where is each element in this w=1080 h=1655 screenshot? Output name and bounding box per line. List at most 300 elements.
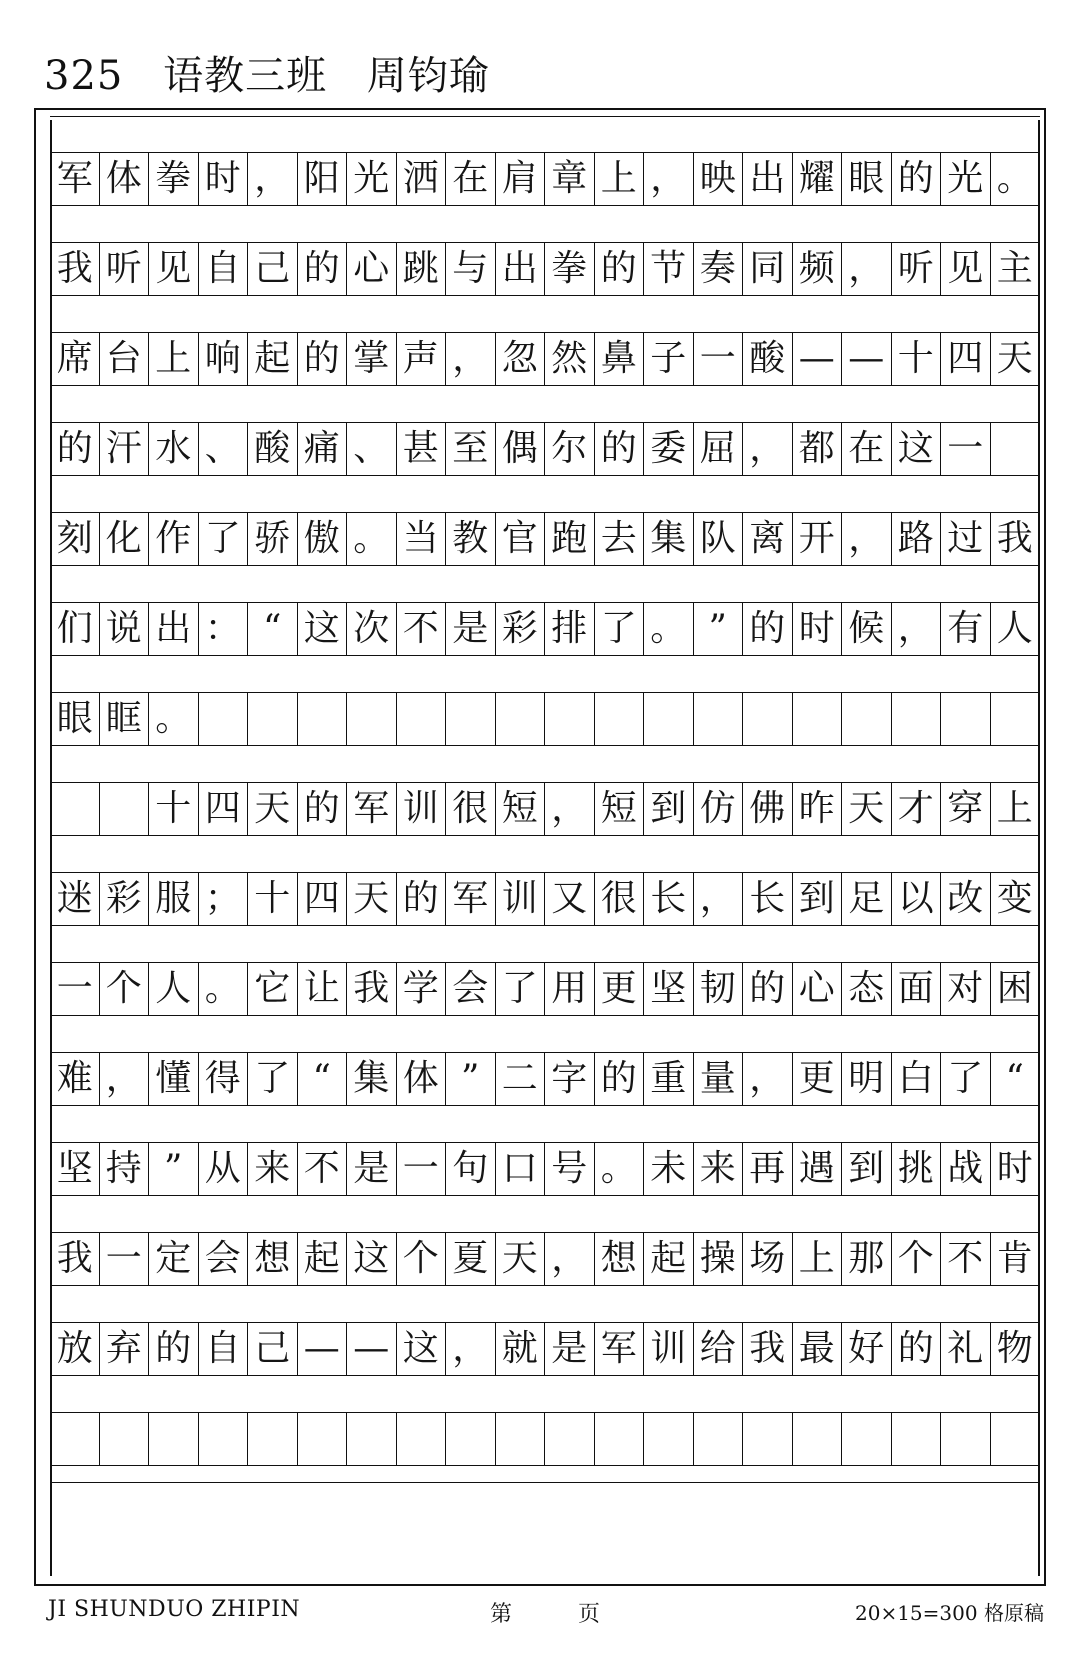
grid-cell: 委: [644, 422, 694, 476]
grid-cell: 听: [100, 242, 150, 296]
grid-cell: ，: [446, 1322, 496, 1376]
grid-cell: 眶: [100, 692, 150, 746]
grid-cell: 在: [446, 152, 496, 206]
grid-cell: 学: [397, 962, 447, 1016]
grid-cell: 、: [199, 422, 249, 476]
grid-cell: 夏: [446, 1232, 496, 1286]
grid-cell: 说: [100, 602, 150, 656]
grid-cell: 排: [545, 602, 595, 656]
grid-cell: 节: [644, 242, 694, 296]
grid-cell: 己: [248, 1322, 298, 1376]
grid-cell: 体: [397, 1052, 447, 1106]
grid-cell: 很: [446, 782, 496, 836]
grid-cell: 起: [248, 332, 298, 386]
grid-cell: 有: [941, 602, 991, 656]
grid-cell: 了: [595, 602, 645, 656]
grid-cell: 傲: [298, 512, 348, 566]
grid-cell: 出: [743, 152, 793, 206]
grid-row: [50, 602, 1040, 656]
grid-cell: 量: [694, 1052, 744, 1106]
grid-cell: 持: [100, 1142, 150, 1196]
grid-cell: 我: [743, 1322, 793, 1376]
grid-cell: 上: [991, 782, 1041, 836]
grid-cell: [545, 1412, 595, 1466]
grid-cell: 们: [50, 602, 100, 656]
grid-cell: ”: [149, 1142, 199, 1196]
grid-cell: “: [991, 1052, 1041, 1106]
grid-cell: 然: [545, 332, 595, 386]
grid-cell: 训: [496, 872, 546, 926]
grid-cell: 二: [496, 1052, 546, 1106]
grid-cell: 十: [248, 872, 298, 926]
grid-cell: 体: [100, 152, 150, 206]
grid-cell: 的: [149, 1322, 199, 1376]
grid-cell: 骄: [248, 512, 298, 566]
grid-cell: 我: [991, 512, 1041, 566]
grid-cell: 光: [347, 152, 397, 206]
grid-cell: 变: [991, 872, 1041, 926]
grid-cell: 短: [595, 782, 645, 836]
grid-cell: [941, 692, 991, 746]
footer-brand: JI SHUNDUO ZHIPIN: [48, 1597, 301, 1622]
grid-cell: 那: [842, 1232, 892, 1286]
grid-cell: 口: [496, 1142, 546, 1196]
grid-cell: 水: [149, 422, 199, 476]
grid-cell: [842, 692, 892, 746]
grid-cell: 的: [50, 422, 100, 476]
grid-cell: ，: [644, 152, 694, 206]
grid-cell: 未: [644, 1142, 694, 1196]
grid-row: [50, 422, 1040, 476]
grid-cell: 去: [595, 512, 645, 566]
grid-cell: 一: [100, 1232, 150, 1286]
grid-cell: [941, 1412, 991, 1466]
grid-cell: [496, 1412, 546, 1466]
grid-cell: 汗: [100, 422, 150, 476]
grid-cell: 是: [545, 1322, 595, 1376]
grid-cell: —: [842, 332, 892, 386]
grid-cell: 态: [842, 962, 892, 1016]
grid-cell: 、: [347, 422, 397, 476]
grid-cell: 见: [149, 242, 199, 296]
grid-cell: 四: [941, 332, 991, 386]
class-number: 325: [44, 53, 124, 99]
grid-cell: ”: [694, 602, 744, 656]
grid-cell: 了: [248, 1052, 298, 1106]
grid-cell: 在: [842, 422, 892, 476]
grid-cell: 台: [100, 332, 150, 386]
grid-cell: 仿: [694, 782, 744, 836]
grid-cell: 个: [397, 1232, 447, 1286]
grid-cell: [595, 692, 645, 746]
grid-cell: 个: [100, 962, 150, 1016]
grid-row: [50, 152, 1040, 206]
grid-cell: 礼: [941, 1322, 991, 1376]
grid-cell: ，: [100, 1052, 150, 1106]
grid-cell: 个: [892, 1232, 942, 1286]
grid-cell: 尔: [545, 422, 595, 476]
grid-cell: 弃: [100, 1322, 150, 1376]
grid-cell: 这: [298, 602, 348, 656]
grid-cell: [743, 692, 793, 746]
grid-top-rule: [50, 116, 1040, 117]
grid-cell: 上: [149, 332, 199, 386]
grid-cell: 。: [595, 1142, 645, 1196]
grid-cell: 穿: [941, 782, 991, 836]
grid-cell: 痛: [298, 422, 348, 476]
grid-cell: 战: [941, 1142, 991, 1196]
grid-cell: [100, 782, 150, 836]
grid-cell: 这: [397, 1322, 447, 1376]
grid-cell: 的: [397, 872, 447, 926]
grid-cell: 一: [397, 1142, 447, 1196]
grid-cell: 明: [842, 1052, 892, 1106]
grid-cell: 跳: [397, 242, 447, 296]
grid-cell: 会: [199, 1232, 249, 1286]
grid-cell: 十: [149, 782, 199, 836]
grid-cell: 更: [793, 1052, 843, 1106]
grid-cell: 我: [50, 242, 100, 296]
grid-cell: 是: [347, 1142, 397, 1196]
grid-cell: ，: [892, 602, 942, 656]
grid-cell: 迷: [50, 872, 100, 926]
grid-cell: 好: [842, 1322, 892, 1376]
grid-row: [50, 1322, 1040, 1376]
grid-cell: 彩: [496, 602, 546, 656]
footer-grid-spec: 20×15=300 格原稿: [855, 1601, 1044, 1625]
grid-cell: 偶: [496, 422, 546, 476]
grid-cell: 跑: [545, 512, 595, 566]
grid-cell: [793, 1412, 843, 1466]
grid-cell: 人: [991, 602, 1041, 656]
grid-cell: 耀: [793, 152, 843, 206]
grid-cell: 才: [892, 782, 942, 836]
grid-cell: 肯: [991, 1232, 1041, 1286]
footer-page-label: 第 页: [490, 1602, 601, 1627]
grid-cell: 的: [298, 332, 348, 386]
grid-cell: 放: [50, 1322, 100, 1376]
grid-cell: ，: [545, 1232, 595, 1286]
grid-cell: [248, 692, 298, 746]
grid-cell: 天: [842, 782, 892, 836]
grid-cell: 想: [248, 1232, 298, 1286]
grid-cell: 。: [991, 152, 1041, 206]
grid-cell: 坚: [644, 962, 694, 1016]
page-header: [44, 44, 516, 101]
grid-cell: [743, 1412, 793, 1466]
grid-cell: [644, 692, 694, 746]
grid-cell: 起: [644, 1232, 694, 1286]
grid-cell: 懂: [149, 1052, 199, 1106]
grid-cell: 的: [743, 962, 793, 1016]
grid-cell: [298, 692, 348, 746]
grid-cell: 物: [991, 1322, 1041, 1376]
grid-cell: 至: [446, 422, 496, 476]
grid-cell: 会: [446, 962, 496, 1016]
grid-cell: [298, 1412, 348, 1466]
grid-cell: 服: [149, 872, 199, 926]
grid-cell: 重: [644, 1052, 694, 1106]
grid-cell: 酸: [248, 422, 298, 476]
grid-cell: 自: [199, 1322, 249, 1376]
grid-cell: 眼: [50, 692, 100, 746]
grid-cell: 挑: [892, 1142, 942, 1196]
grid-cell: 拳: [149, 152, 199, 206]
grid-cell: 眼: [842, 152, 892, 206]
grid-cell: ；: [199, 872, 249, 926]
grid-cell: ，: [248, 152, 298, 206]
grid-cell: 上: [793, 1232, 843, 1286]
grid-bottom-rule: [50, 1482, 1040, 1483]
grid-cell: 佛: [743, 782, 793, 836]
grid-cell: 次: [347, 602, 397, 656]
grid-cell: 时: [793, 602, 843, 656]
grid-cell: 子: [644, 332, 694, 386]
grid-cell: 官: [496, 512, 546, 566]
grid-cell: 时: [199, 152, 249, 206]
grid-row: [50, 962, 1040, 1016]
grid-cell: 。: [644, 602, 694, 656]
grid-cell: 韧: [694, 962, 744, 1016]
grid-cell: 不: [298, 1142, 348, 1196]
grid-cell: 难: [50, 1052, 100, 1106]
grid-cell: 开: [793, 512, 843, 566]
class-name: 语教三班: [163, 53, 328, 99]
grid-cell: 化: [100, 512, 150, 566]
grid-cell: 这: [892, 422, 942, 476]
grid-cell: 都: [793, 422, 843, 476]
grid-cell: 到: [842, 1142, 892, 1196]
grid-cell: 一: [694, 332, 744, 386]
grid-cell: 与: [446, 242, 496, 296]
grid-cell: 军: [347, 782, 397, 836]
grid-cell: [347, 1412, 397, 1466]
grid-cell: 又: [545, 872, 595, 926]
grid-cell: 场: [743, 1232, 793, 1286]
grid-cell: 困: [991, 962, 1041, 1016]
grid-cell: 忽: [496, 332, 546, 386]
grid-cell: 从: [199, 1142, 249, 1196]
grid-cell: 到: [644, 782, 694, 836]
grid-cell: 屈: [694, 422, 744, 476]
grid-cell: 作: [149, 512, 199, 566]
grid-cell: [446, 1412, 496, 1466]
grid-cell: —: [347, 1322, 397, 1376]
grid-cell: 席: [50, 332, 100, 386]
grid-cell: 奏: [694, 242, 744, 296]
grid-cell: 心: [793, 962, 843, 1016]
grid-cell: 自: [199, 242, 249, 296]
grid-cell: [50, 1412, 100, 1466]
grid-cell: 过: [941, 512, 991, 566]
grid-cell: 人: [149, 962, 199, 1016]
grid-row: [50, 512, 1040, 566]
grid-cell: 洒: [397, 152, 447, 206]
grid-cell: 声: [397, 332, 447, 386]
grid-cell: 再: [743, 1142, 793, 1196]
grid-cell: 集: [644, 512, 694, 566]
grid-cell: [496, 692, 546, 746]
grid-cell: [892, 692, 942, 746]
grid-cell: [595, 1412, 645, 1466]
grid-cell: 彩: [100, 872, 150, 926]
grid-cell: 。: [199, 962, 249, 1016]
grid-cell: 的: [892, 152, 942, 206]
grid-cell: 一: [50, 962, 100, 1016]
grid-cell: 鼻: [595, 332, 645, 386]
grid-cell: 来: [694, 1142, 744, 1196]
grid-row: [50, 872, 1040, 926]
grid-cell: 很: [595, 872, 645, 926]
grid-cell: [199, 692, 249, 746]
grid-cell: 心: [347, 242, 397, 296]
grid-cell: 的: [298, 242, 348, 296]
grid-cell: [694, 1412, 744, 1466]
grid-cell: —: [298, 1322, 348, 1376]
grid-cell: 时: [991, 1142, 1041, 1196]
grid-cell: 我: [347, 962, 397, 1016]
grid-cell: 天: [248, 782, 298, 836]
grid-cell: 刻: [50, 512, 100, 566]
grid-cell: [991, 692, 1041, 746]
grid-cell: [397, 1412, 447, 1466]
grid-cell: 集: [347, 1052, 397, 1106]
grid-cell: 同: [743, 242, 793, 296]
grid-cell: 出: [149, 602, 199, 656]
grid-cell: [991, 1412, 1041, 1466]
grid-cell: 掌: [347, 332, 397, 386]
grid-cell: 到: [793, 872, 843, 926]
grid-cell: 十: [892, 332, 942, 386]
grid-cell: 教: [446, 512, 496, 566]
grid-cell: 酸: [743, 332, 793, 386]
grid-cell: 四: [199, 782, 249, 836]
grid-row: [50, 1232, 1040, 1286]
grid-cell: [644, 1412, 694, 1466]
grid-cell: 一: [941, 422, 991, 476]
grid-cell: 是: [446, 602, 496, 656]
grid-cell: ，: [694, 872, 744, 926]
grid-cell: 我: [50, 1232, 100, 1286]
grid-row: [50, 1142, 1040, 1196]
grid-cell: 起: [298, 1232, 348, 1286]
grid-cell: —: [793, 332, 843, 386]
grid-cell: [248, 1412, 298, 1466]
grid-cell: 见: [941, 242, 991, 296]
grid-cell: 足: [842, 872, 892, 926]
grid-cell: 天: [347, 872, 397, 926]
grid-cell: 章: [545, 152, 595, 206]
grid-cell: [793, 692, 843, 746]
grid-cell: 光: [941, 152, 991, 206]
grid-cell: 当: [397, 512, 447, 566]
grid-cell: [545, 692, 595, 746]
grid-cell: 军: [446, 872, 496, 926]
grid-cell: [842, 1412, 892, 1466]
grid-cell: ，: [842, 512, 892, 566]
grid-cell: 出: [496, 242, 546, 296]
grid-cell: 主: [991, 242, 1041, 296]
grid-cell: 训: [644, 1322, 694, 1376]
grid-cell: [446, 692, 496, 746]
grid-cell: 不: [941, 1232, 991, 1286]
grid-cell: 四: [298, 872, 348, 926]
grid-cell: 给: [694, 1322, 744, 1376]
grid-cell: 昨: [793, 782, 843, 836]
grid-cell: 用: [545, 962, 595, 1016]
grid-cell: 更: [595, 962, 645, 1016]
grid-cell: 坚: [50, 1142, 100, 1196]
grid-cell: 军: [50, 152, 100, 206]
grid-row: [50, 692, 1040, 746]
grid-cell: 己: [248, 242, 298, 296]
grid-cell: 阳: [298, 152, 348, 206]
grid-cell: 不: [397, 602, 447, 656]
grid-row: [50, 332, 1040, 386]
grid-cell: 长: [743, 872, 793, 926]
grid-cell: [347, 692, 397, 746]
grid-cell: [892, 1412, 942, 1466]
grid-cell: 路: [892, 512, 942, 566]
grid-row: [50, 1412, 1040, 1466]
grid-cell: 听: [892, 242, 942, 296]
grid-cell: 来: [248, 1142, 298, 1196]
grid-cell: [694, 692, 744, 746]
grid-cell: 映: [694, 152, 744, 206]
grid-cell: 以: [892, 872, 942, 926]
grid-cell: 想: [595, 1232, 645, 1286]
grid-cell: 了: [941, 1052, 991, 1106]
grid-cell: 。: [347, 512, 397, 566]
grid-cell: ”: [446, 1052, 496, 1106]
grid-cell: 的: [892, 1322, 942, 1376]
grid-cell: 候: [842, 602, 892, 656]
grid-cell: ，: [743, 1052, 793, 1106]
grid-cell: 短: [496, 782, 546, 836]
grid-cell: 定: [149, 1232, 199, 1286]
grid-cell: 天: [496, 1232, 546, 1286]
grid-cell: 最: [793, 1322, 843, 1376]
grid-cell: 就: [496, 1322, 546, 1376]
grid-cell: 得: [199, 1052, 249, 1106]
grid-cell: [149, 1412, 199, 1466]
grid-cell: ，: [545, 782, 595, 836]
grid-cell: 的: [298, 782, 348, 836]
grid-cell: “: [248, 602, 298, 656]
grid-cell: 面: [892, 962, 942, 1016]
grid-cell: 训: [397, 782, 447, 836]
grid-cell: 。: [149, 692, 199, 746]
grid-cell: 拳: [545, 242, 595, 296]
grid-cell: 响: [199, 332, 249, 386]
grid-cell: 频: [793, 242, 843, 296]
grid-cell: ，: [842, 242, 892, 296]
grid-cell: 长: [644, 872, 694, 926]
grid-cell: ：: [199, 602, 249, 656]
grid-cell: 这: [347, 1232, 397, 1286]
grid-cell: ，: [743, 422, 793, 476]
grid-cell: [50, 782, 100, 836]
grid-cell: 军: [595, 1322, 645, 1376]
grid-cell: [397, 692, 447, 746]
grid-cell: [991, 422, 1041, 476]
grid-cell: 离: [743, 512, 793, 566]
grid-cell: 对: [941, 962, 991, 1016]
grid-cell: 的: [595, 242, 645, 296]
grid-cell: 字: [545, 1052, 595, 1106]
grid-cell: 了: [199, 512, 249, 566]
grid-cell: 队: [694, 512, 744, 566]
